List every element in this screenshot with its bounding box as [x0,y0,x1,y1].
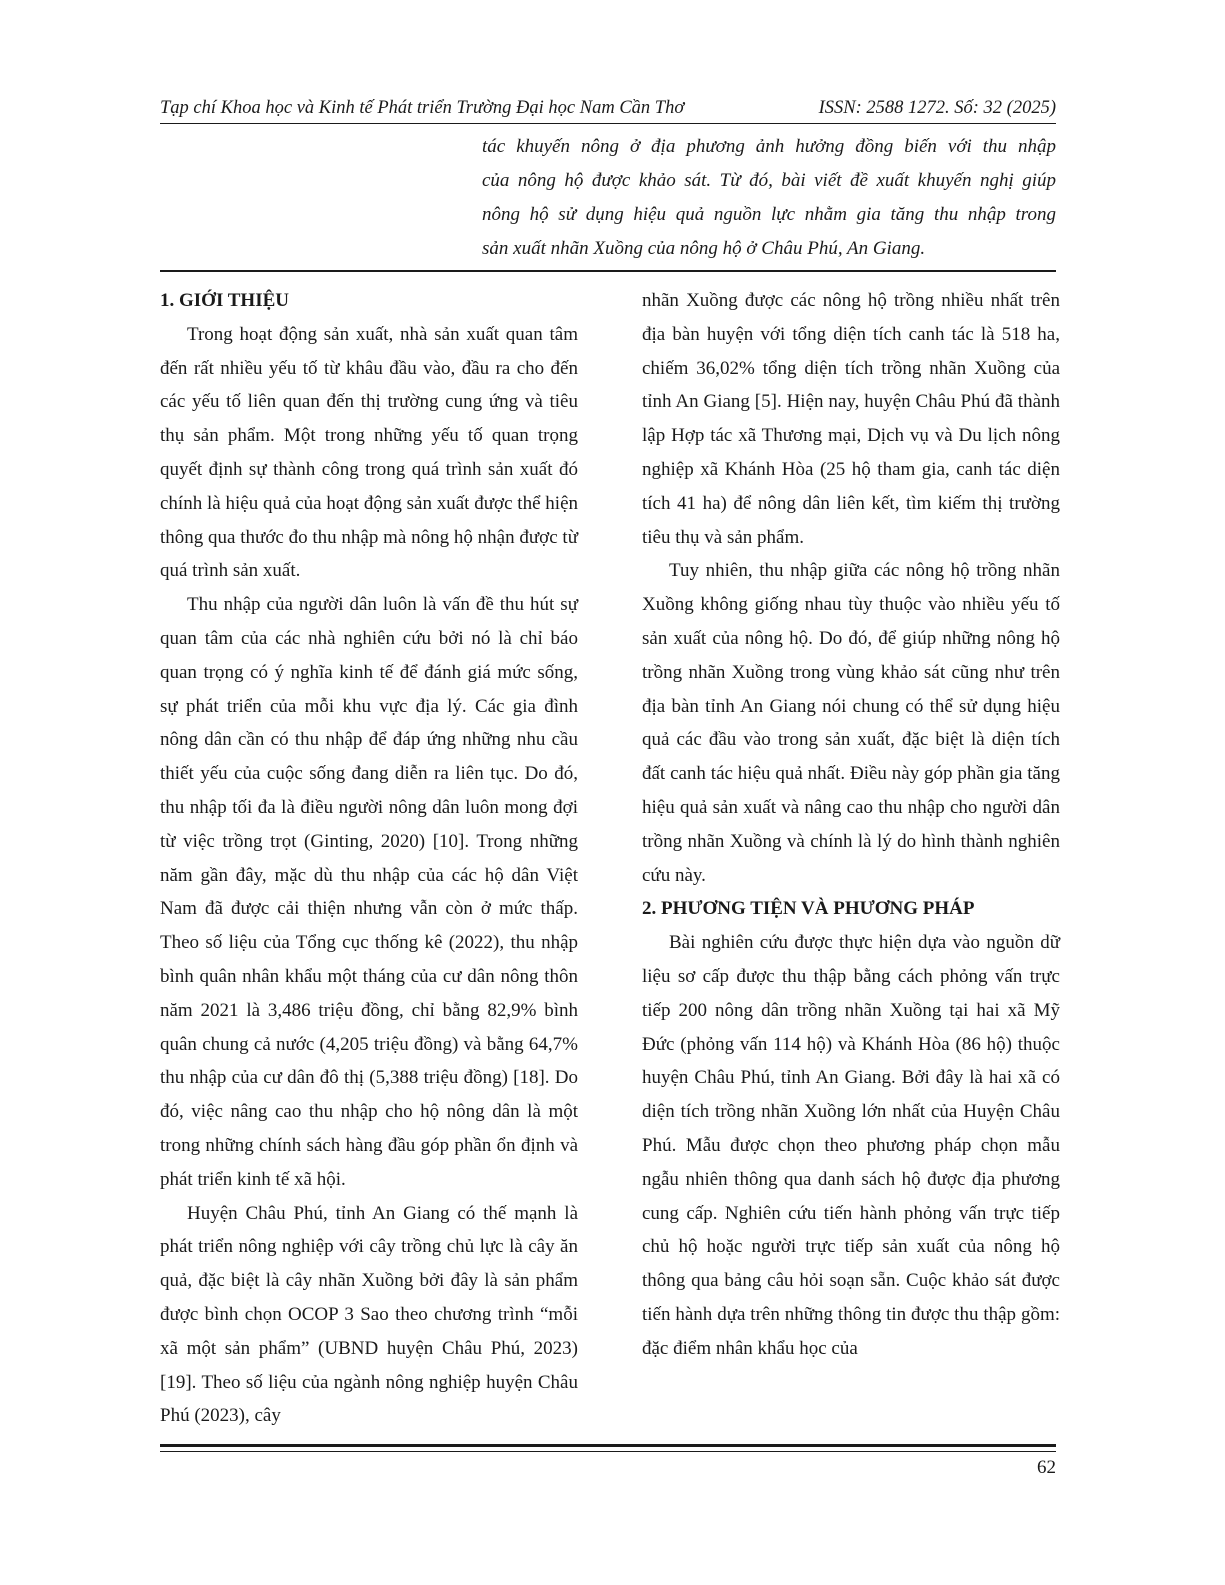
page-number: 62 [1037,1457,1056,1478]
abstract-line: sản xuất nhãn Xuồng của nông hộ ở Châu Phú, An Giang. [482,238,926,259]
header-rule [160,123,1056,124]
footer-rule-thin [160,1451,1056,1452]
issn-issue: ISSN: 2588 1272. Số: 32 (2025) [818,98,1056,118]
section-heading-methods: 2. PHƯƠNG TIỆN VÀ PHƯƠNG PHÁP [642,898,975,920]
body-paragraph: Huyện Châu Phú, tỉnh An Giang có thế mạnh là phát triển nông nghiệp với cây trồng chủ lực là cây ăn quả, đặc biệt là cây nhãn Xuồng bởi đây là sản phẩm được bình chọn OCOP 3 Sao theo chương trình “mỗi xã một sản phẩm” (UBND huyện Châu Phú, 2023) [19]. Theo số liệu của ngành nông nghiệp huyện Châu Phú (2023), cây [160,1202,578,1427]
abstract-line: tác khuyến nông ở địa phương ảnh hưởng đồng biến với thu nhập [482,136,1056,157]
body-paragraph: Thu nhập của người dân luôn là vấn đề thu hút sự quan tâm của các nhà nghiên cứu bởi nó là chỉ báo quan trọng có ý nghĩa kinh tế để đánh giá mức sống, sự phát triển của mỗi khu vực địa lý. Các gia đình nông dân cần có thu nhập để đáp ứng những nhu cầu thiết yếu của cuộc sống đang diễn ra liên tục. Do đó, thu nhập tối đa là điều người nông dân luôn mong đợi từ việc trồng trọt (Ginting, 2020) [10]. Trong những năm gần đây, mặc dù thu nhập của các hộ dân Việt Nam đã được cải thiện nhưng vẫn còn ở mức thấp. Theo số liệu của Tổng cục thống kê (2022), thu nhập bình quân nhân khẩu một tháng của cư dân nông thôn năm 2021 là 3,486 triệu đồng, chỉ bằng 82,9% bình quân chung cả nước (4,205 triệu đồng) và bằng 64,7% thu nhập của cư dân đô thị (5,388 triệu đồng) [18]. Do đó, việc nâng cao thu nhập cho hộ nông dân là một trong những chính sách hàng đầu góp phần ổn định và phát triển kinh tế xã hội. [160,594,578,1190]
section-heading-introduction: 1. GIỚI THIỆU [160,290,289,311]
abstract-continuation [482,130,1056,266]
abstract-line: của nông hộ được khảo sát. Từ đó, bài viết đề xuất khuyến nghị giúp [482,170,1056,191]
body-paragraph: Bài nghiên cứu được thực hiện dựa vào nguồn dữ liệu sơ cấp được thu thập bằng cách phỏng vấn trực tiếp 200 nông dân trồng nhãn Xuồng tại hai xã Mỹ Đức (phỏng vấn 114 hộ) và Khánh Hòa (86 hộ) thuộc huyện Châu Phú, tỉnh An Giang. Bởi đây là hai xã có diện tích trồng nhãn Xuồng lớn nhất của Huyện Châu Phú. Mẫu được chọn theo phương pháp chọn mẫu ngẫu nhiên thông qua danh sách hộ được địa phương cung cấp. Nghiên cứu tiến hành phỏng vấn trực tiếp chủ hộ hoặc người trực tiếp sản xuất của nông hộ thông qua bảng câu hỏi soạn sẵn. Cuộc khảo sát được tiến hành dựa trên những thông tin được thu thập gồm: đặc điểm nhân khẩu học của [642,932,1060,1359]
abstract-line: nông hộ sử dụng hiệu quả nguồn lực nhằm gia tăng thu nhập trong [482,204,1056,225]
footer-rule-thick [160,1444,1056,1447]
left-column [160,284,578,1433]
running-header [160,97,1056,119]
journal-title: Tạp chí Khoa học và Kinh tế Phát triển Trường Đại học Nam Cần Thơ [160,98,685,118]
right-column [642,284,1060,1366]
abstract-rule [160,270,1056,272]
body-paragraph: Trong hoạt động sản xuất, nhà sản xuất quan tâm đến rất nhiều yếu tố từ khâu đầu vào, đầu ra cho đến các yếu tố liên quan đến thị trường cung ứng và tiêu thụ sản phẩm. Một trong những yếu tố quan trọng quyết định sự thành công trong quá trình sản xuất đó chính là hiệu quả của hoạt động sản xuất được thể hiện thông qua thước đo thu nhập mà nông hộ nhận được từ quá trình sản xuất. [160,323,578,582]
body-paragraph: Tuy nhiên, thu nhập giữa các nông hộ trồng nhãn Xuồng không giống nhau tùy thuộc vào nhiều yếu tố sản xuất của nông hộ. Do đó, để giúp những nông hộ trồng nhãn Xuồng trong vùng khảo sát cũng như trên địa bàn tỉnh An Giang nói chung có thể sử dụng hiệu quả các đầu vào trong sản xuất, đặc biệt là diện tích đất canh tác hiệu quả nhất. Điều này góp phần gia tăng hiệu quả sản xuất và nâng cao thu nhập cho người dân trồng nhãn Xuồng và chính là lý do hình thành nghiên cứu này. [642,560,1060,886]
body-paragraph-continued: nhãn Xuồng được các nông hộ trồng nhiều nhất trên địa bàn huyện với tổng diện tích canh tác là 518 ha, chiếm 36,02% tổng diện tích trồng nhãn Xuồng của tỉnh An Giang [5]. Hiện nay, huyện Châu Phú đã thành lập Hợp tác xã Thương mại, Dịch vụ và Du lịch nông nghiệp xã Khánh Hòa (25 hộ tham gia, canh tác diện tích 41 ha) để nông dân liên kết, tìm kiếm thị trường tiêu thụ và sản phẩm. [642,290,1060,548]
